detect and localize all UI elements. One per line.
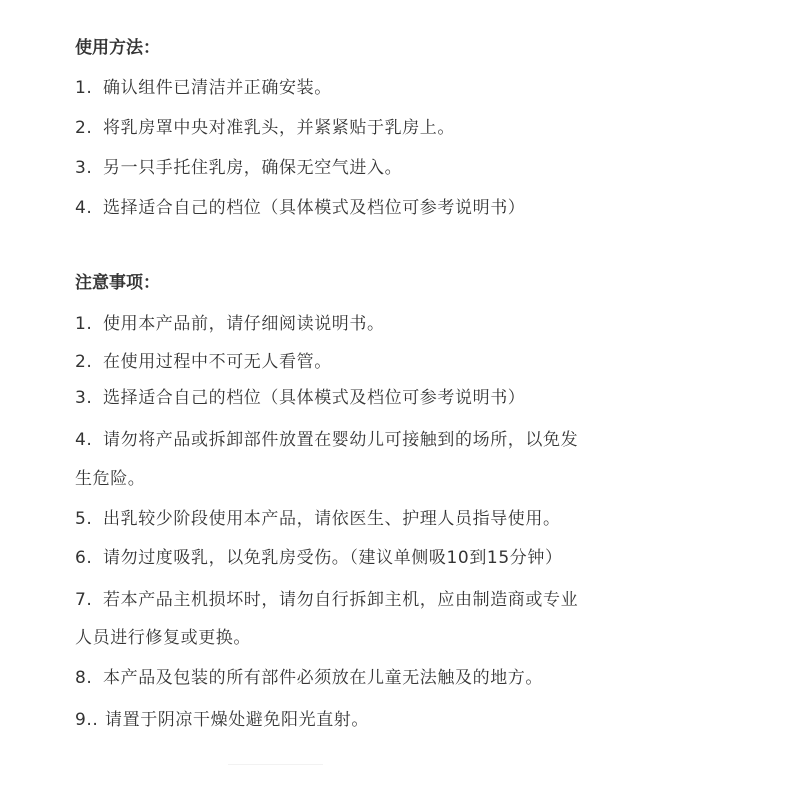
- usage-item-3-number: 3.: [75, 158, 93, 178]
- usage-item-3: [75, 156, 402, 180]
- notes-item-6-number: 6.: [75, 548, 93, 568]
- notes-item-1-number: 1.: [75, 314, 93, 334]
- notes-item-2-text: 在使用过程中不可无人看管。: [103, 352, 332, 372]
- usage-item-2: [75, 116, 455, 140]
- notes-item-5-text: 出乳较少阶段使用本产品，请依医生、护理人员指导使用。: [103, 509, 561, 529]
- notes-item-4-continuation: 生危险。: [75, 469, 146, 489]
- notes-item-7-text: 若本产品主机损坏时，请勿自行拆卸主机，应由制造商或专业: [103, 590, 579, 610]
- notes-item-1-text: 使用本产品前，请仔细阅读说明书。: [103, 314, 385, 334]
- notes-item-6-text: 请勿过度吸乳，以免乳房受伤。（建议单侧吸10到15分钟）: [103, 548, 563, 568]
- usage-item-1: [75, 76, 332, 100]
- notes-item-4: [75, 428, 578, 452]
- notes-item-8-number: 8.: [75, 668, 93, 688]
- notes-item-6: [75, 546, 563, 570]
- usage-item-2-text: 将乳房罩中央对准乳头，并紧紧贴于乳房上。: [103, 118, 455, 138]
- notes-item-7-number: 7.: [75, 590, 93, 610]
- usage-item-4-number: 4.: [75, 198, 93, 218]
- footer-divider: [228, 764, 323, 765]
- notes-item-3-number: 3.: [75, 388, 93, 408]
- usage-item-1-text: 确认组件已清洁并正确安装。: [103, 78, 332, 98]
- notes-item-9-number: 9..: [75, 710, 99, 730]
- notes-item-8: [75, 666, 543, 690]
- notes-item-4-text: 请勿将产品或拆卸部件放置在婴幼儿可接触到的场所，以免发: [103, 430, 579, 450]
- notes-title: 注意事项：: [75, 273, 160, 293]
- notes-item-3-text: 选择适合自己的档位（具体模式及档位可参考说明书）: [103, 388, 526, 408]
- notes-item-9-text: 请置于阴凉干燥处避免阳光直射。: [105, 710, 369, 730]
- notes-item-8-text: 本产品及包装的所有部件必须放在儿童无法触及的地方。: [103, 668, 543, 688]
- notes-item-5-number: 5.: [75, 509, 93, 529]
- notes-item-3: [75, 386, 525, 410]
- usage-title: 使用方法：: [75, 38, 160, 58]
- usage-item-1-number: 1.: [75, 78, 93, 98]
- notes-item-5: [75, 507, 561, 531]
- usage-item-3-text: 另一只手托住乳房，确保无空气进入。: [103, 158, 403, 178]
- notes-item-2: [75, 350, 332, 374]
- notes-item-7-continuation: 人员进行修复或更换。: [75, 628, 251, 648]
- notes-item-4-number: 4.: [75, 430, 93, 450]
- notes-item-2-number: 2.: [75, 352, 93, 372]
- notes-item-7: [75, 588, 578, 612]
- notes-item-1: [75, 312, 385, 336]
- usage-item-4-text: 选择适合自己的档位（具体模式及档位可参考说明书）: [103, 198, 526, 218]
- usage-item-4: [75, 196, 525, 220]
- notes-item-9: [75, 708, 369, 732]
- usage-item-2-number: 2.: [75, 118, 93, 138]
